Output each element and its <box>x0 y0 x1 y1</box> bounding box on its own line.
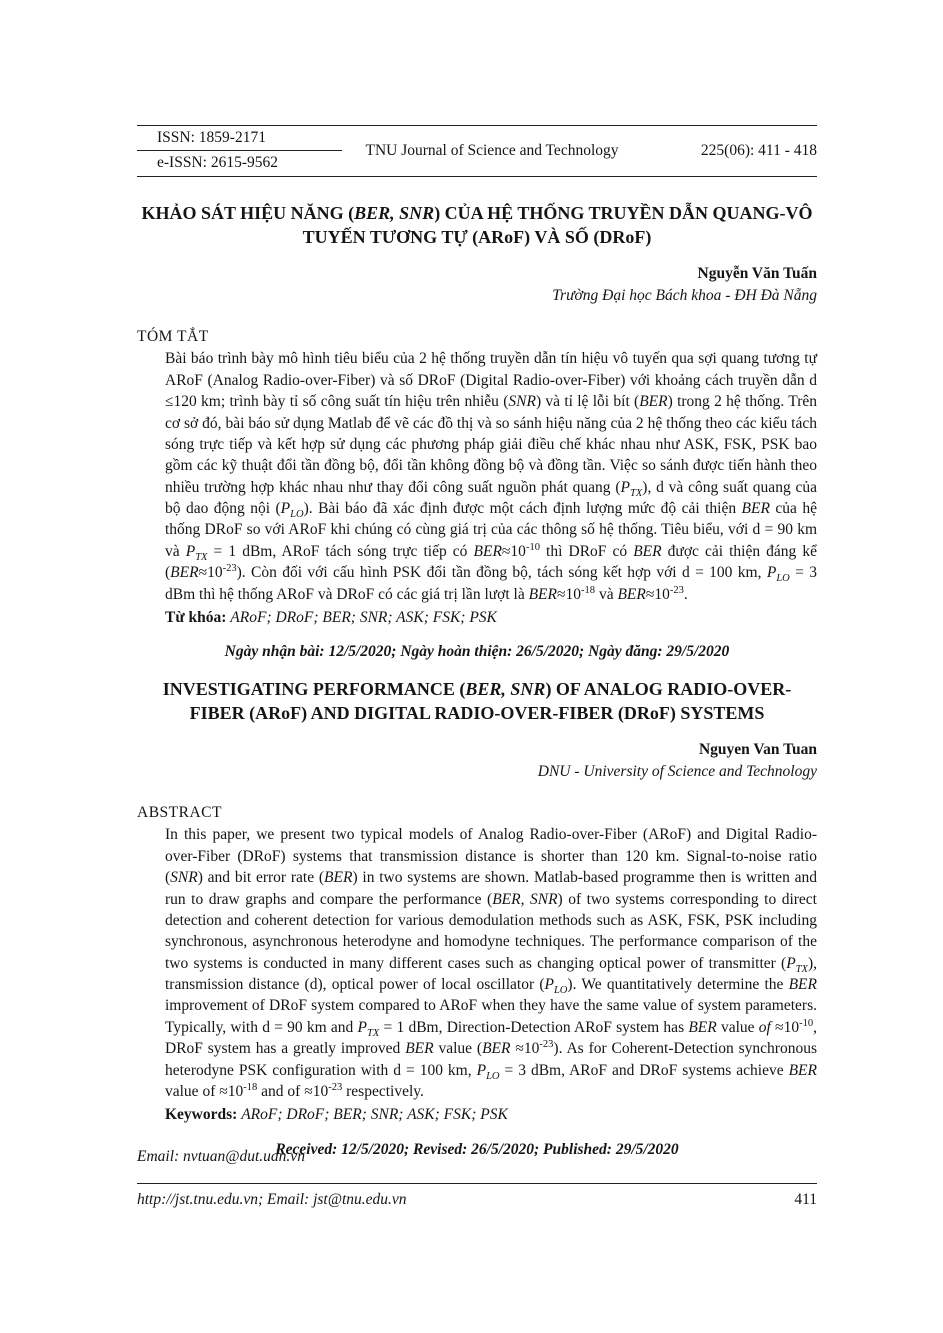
journal-name: TNU Journal of Science and Technology <box>365 142 619 160</box>
footer-rule <box>137 1183 817 1184</box>
journal-header <box>137 125 817 177</box>
vietnamese-title: KHẢO SÁT HIỆU NĂNG (BER, SNR) CỦA HỆ THỐNG TRUYỀN DẪN QUANG-VÔ TUYẾN TƯƠNG TỰ (ARoF) VÀ SỐ (DRoF) <box>141 202 813 248</box>
keywords-label-vi: Từ khóa: <box>165 608 227 626</box>
keywords-value-vi: ARoF; DRoF; BER; SNR; ASK; FSK; PSK <box>230 608 497 626</box>
author-name-en: Nguyen Van Tuan <box>698 741 817 759</box>
corresponding-email: Email: nvtuan@dut.udn.vn <box>137 1148 305 1165</box>
page-number: 411 <box>794 1191 817 1209</box>
author-affiliation-vi: Trường Đại học Bách khoa - ĐH Đà Nẵng <box>552 286 817 304</box>
english-author-block <box>137 739 817 782</box>
abstract-heading-vi: TÓM TẮT <box>137 328 209 346</box>
issn-block <box>137 126 342 176</box>
keywords-line-en <box>165 1104 817 1125</box>
keywords-label-en: Keywords: <box>165 1106 238 1124</box>
issn: ISSN: 1859-2171 <box>137 126 342 151</box>
abstract-heading-en: ABSTRACT <box>137 804 222 822</box>
page-footer <box>137 1189 817 1210</box>
journal-issue: 225(06): 411 - 418 <box>700 142 817 160</box>
keywords-line-vi <box>165 607 817 628</box>
page-bottom <box>137 1146 817 1211</box>
english-title: INVESTIGATING PERFORMANCE (BER, SNR) OF ANALOG RADIO-OVER-FIBER (ARoF) AND DIGITAL RADIO-OVER-FIBER (DRoF) SYSTEMS <box>162 678 792 724</box>
dates-line-en: Received: 12/5/2020; Revised: 26/5/2020; Published: 29/5/2020 <box>275 1140 679 1158</box>
vietnamese-author-block <box>137 263 817 306</box>
eissn: e-ISSN: 2615-9562 <box>157 154 278 172</box>
dates-line-vi: Ngày nhận bài: 12/5/2020; Ngày hoàn thiện: 26/5/2020; Ngày đăng: 29/5/2020 <box>224 643 730 661</box>
keywords-value-en: ARoF; DRoF; BER; SNR; ASK; FSK; PSK <box>241 1106 508 1124</box>
author-affiliation-en: DNU - University of Science and Technology <box>537 762 817 780</box>
author-name-vi: Nguyễn Văn Tuấn <box>697 265 817 283</box>
footer-journal-url: http://jst.tnu.edu.vn; Email: jst@tnu.edu.vn <box>137 1191 407 1209</box>
abstract-text-en: In this paper, we present two typical models of Analog Radio-over-Fiber (ARoF) and Digital Radio-over-Fiber (DRoF) systems that transmission distance is shorter than 120 km. Signal-to-noise ratio (SNR) and bit error rate (BER) in two systems are shown. Matlab-based programme then is written and run to draw graphs and compare the performance (BER, SNR) of two systems corresponding to direct detection and coherent detection for various demodulation methods such as ASK, FSK, PSK including synchronous, asynchronous heterodyne and homodyne techniques. The performance comparison of the two systems is conducted in many different cases such as changing optical power of transmitter $(P_{TX})$, transmission distance (d), optical power of local oscillator $(P_{LO})$. We quantitatively determine the BER improvement of DRoF system compared to ARoF when they have the same value of system parameters. Typically, with d = 90 km and $P_{TX} = 1$ dBm, Direction-Detection ARoF system has BER value of $\approx 10^{-10}$, DRoF system has a greatly improved BER value $(BER \approx 10^{-23})$. As for Coherent-Detection synchronous heterodyne PSK configuration with d = 100 km, $P_{LO} = 3$ dBm, ARoF and DRoF systems achieve BER value of $\approx 10^{-18}$ and of $\approx 10^{-23}$ respectively. <box>165 826 817 1100</box>
abstract-text-vi: Bài báo trình bày mô hình tiêu biểu của 2 hệ thống truyền dẫn tín hiệu vô tuyến qua sợi quang tương tự ARoF (Analog Radio-over-Fiber) và số DRoF (Digital Radio-over-Fiber) với khoảng cách truyền dẫn d ≤120 km; trình bày tỉ số công suất tín hiệu trên nhiễu (SNR) và tỉ lệ lỗi bít (BER) trong 2 hệ thống. Trên cơ sở đó, bài báo sử dụng Matlab để vẽ các đồ thị và so sánh hiệu năng của 2 hệ thống theo các kiểu tách sóng trực tiếp và kết hợp sử dụng các phương pháp giải điều chế khác nhau như ASK, FSK, PSK bao gồm các kỹ thuật đổi tần đồng bộ, đổi tần không đồng bộ và đồng tần. Việc so sánh được tiến hành theo nhiều trường hợp khác nhau như thay đổi công suất nguồn phát quang $(P_{TX})$, d và công suất quang của bộ dao động nội $(P_{LO})$. Bài báo đã xác định được một cách định lượng mức độ cải thiện BER của hệ thống DRoF so với ARoF khi chúng có cùng giá trị của các thông số hệ thống. Tiêu biểu, với d = 90 km và $P_{TX} = 1$ dBm, ARoF tách sóng trực tiếp có $BER\approx 10^{-10}$ thì DRoF có BER được cải thiện đáng kể $(BER\approx 10^{-23})$. Còn đối với cấu hình PSK đổi tần đồng bộ, tách sóng kết hợp với d = 100 km, $P_{LO} = 3$ dBm thì hệ thống ARoF và DRoF có các giá trị lần lượt là $BER\approx 10^{-18}$ và $BER\approx 10^{-23}$. <box>165 350 818 603</box>
